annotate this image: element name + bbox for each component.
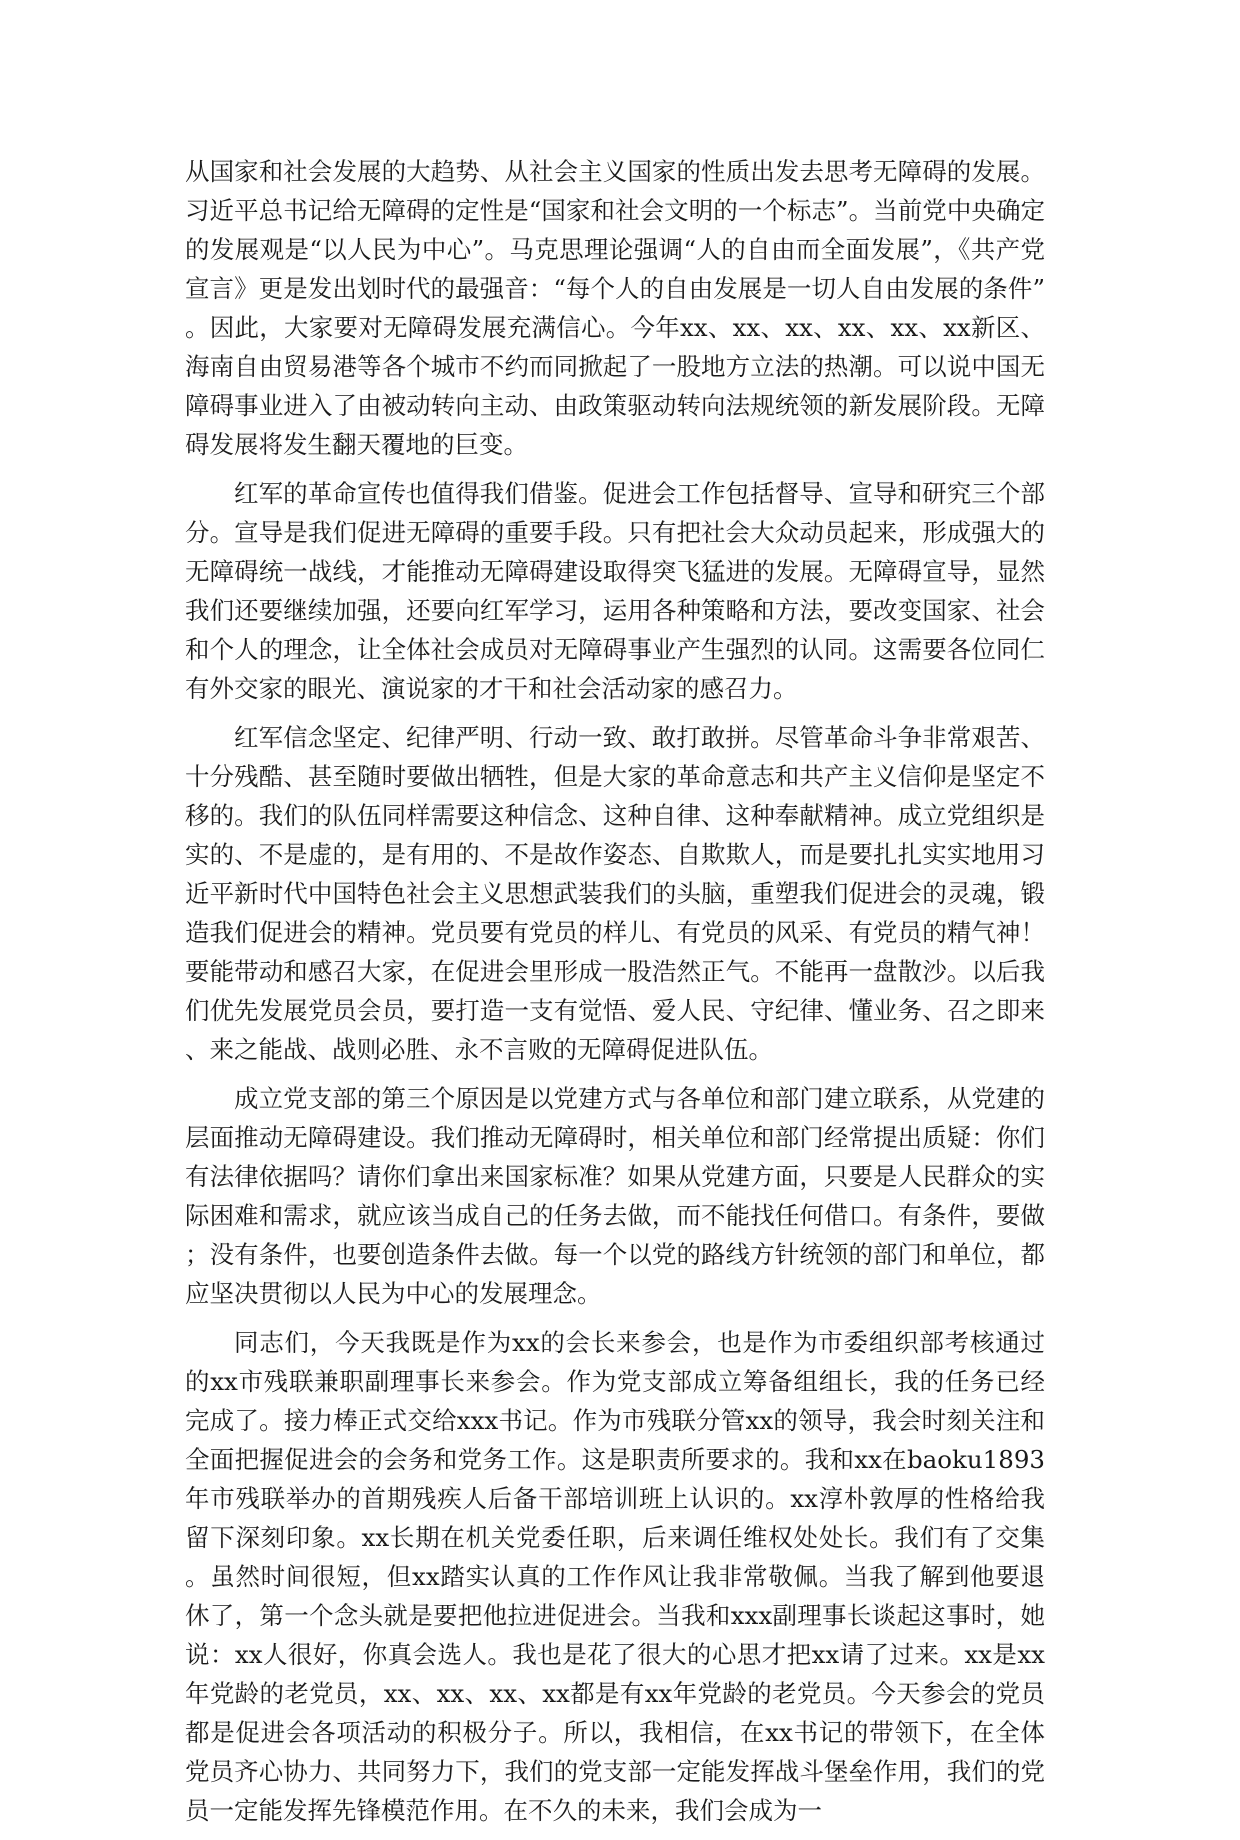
paragraph-2: 红军的革命宣传也值得我们借鉴。促进会工作包括督导、宣导和研究三个部分。宣导是我们促进无障碍的重要手段。只有把社会大众动员起来，形成强大的无障碍统一战线，才能推动无障碍建设取得突飞猛进的发展。无障碍宣导，显然我们还要继续加强，还要向红军学习，运用各种策略和方法，要改变国家、社会和个人的理念，让全体社会成员对无障碍事业产生强烈的认同。这需要各位同仁有外交家的眼光、演说家的才干和社会活动家的感召力。 [185, 479, 1045, 703]
document-page [185, 152, 1045, 1840]
paragraph-3: 红军信念坚定、纪律严明、行动一致、敢打敢拼。尽管革命斗争非常艰苦、十分残酷、甚至随时要做出牺牲，但是大家的革命意志和共产主义信仰是坚定不移的。我们的队伍同样需要这种信念、这种自律、这种奉献精神。成立党组织是实的、不是虚的，是有用的、不是故作姿态、自欺欺人，而是要扎扎实实地用习近平新时代中国特色社会主义思想武装我们的头脑，重塑我们促进会的灵魂，锻造我们促进会的精神。党员要有党员的样儿、有党员的风采、有党员的精气神！要能带动和感召大家，在促进会里形成一股浩然正气。不能再一盘散沙。以后我们优先发展党员会员，要打造一支有觉悟、爱人民、守纪律、懂业务、召之即来、来之能战、战则必胜、永不言败的无障碍促进队伍。 [185, 723, 1045, 1064]
paragraph-5: 同志们，今天我既是作为xx的会长来参会，也是作为市委组织部考核通过的xx市残联兼职副理事长来参会。作为党支部成立筹备组组长，我的任务已经完成了。接力棒正式交给xxx书记。作为市残联分管xx的领导，我会时刻关注和全面把握促进会的会务和党务工作。这是职责所要求的。我和xx在baoku1893年市残联举办的首期残疾人后备干部培训班上认识的。xx淳朴敦厚的性格给我留下深刻印象。xx长期在机关党委任职，后来调任维权处处长。我们有了交集。虽然时间很短，但xx踏实认真的工作作风让我非常敬佩。当我了解到他要退休了，第一个念头就是要把他拉进促进会。当我和xxx副理事长谈起这事时，她说：xx人很好，你真会选人。我也是花了很大的心思才把xx请了过来。xx是xx年党龄的老党员，xx、xx、xx、xx都是有xx年党龄的老党员。今天参会的党员都是促进会各项活动的积极分子。所以，我相信，在xx书记的带领下，在全体党员齐心协力、共同努力下，我们的党支部一定能发挥战斗堡垒作用，我们的党员一定能发挥先锋模范作用。在不久的未来，我们会成为一 [185, 1328, 1045, 1825]
paragraph-4: 成立党支部的第三个原因是以党建方式与各单位和部门建立联系，从党建的层面推动无障碍建设。我们推动无障碍时，相关单位和部门经常提出质疑：你们有法律依据吗？请你们拿出来国家标准？如果从党建方面，只要是人民群众的实际困难和需求，就应该当成自己的任务去做，而不能找任何借口。有条件，要做；没有条件，也要创造条件去做。每一个以党的路线方针统领的部门和单位，都应坚决贯彻以人民为中心的发展理念。 [185, 1084, 1045, 1308]
paragraph-1: 从国家和社会发展的大趋势、从社会主义国家的性质出发去思考无障碍的发展。习近平总书记给无障碍的定性是“国家和社会文明的一个标志”。当前党中央确定的发展观是“以人民为中心”。马克思理论强调“人的自由而全面发展”，《共产党宣言》更是发出划时代的最强音：“每个人的自由发展是一切人自由发展的条件”。因此，大家要对无障碍发展充满信心。今年xx、xx、xx、xx、xx、xx新区、海南自由贸易港等各个城市不约而同掀起了一股地方立法的热潮。可以说中国无障碍事业进入了由被动转向主动、由政策驱动转向法规统领的新发展阶段。无障碍发展将发生翻天覆地的巨变。 [185, 157, 1045, 459]
